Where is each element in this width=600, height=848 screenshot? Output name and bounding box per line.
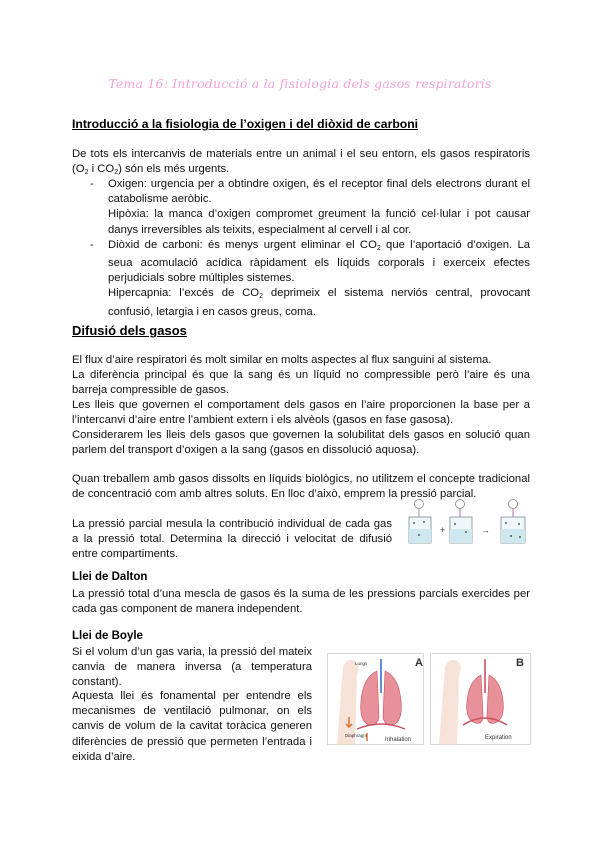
- intro-text-b: i CO: [88, 163, 115, 176]
- hypercapnia-text-b: deprimeix el sistema nerviós central, provocant confusió, letargia i en casos greus, coma.: [108, 287, 530, 318]
- bullet-co2-hypercapnia: [108, 286, 530, 319]
- dalton-heading: Llei de Dalton: [72, 571, 148, 583]
- diffusion-p2: La diferència principal és que la sang és un líquid no compressible però l’aire és una barreja compressible de gasos.: [72, 369, 530, 397]
- bullet-co2: [72, 238, 530, 320]
- lungs-label: Lungs: [355, 661, 368, 666]
- exhalation-label: Expiration: [485, 735, 512, 741]
- hypercapnia-subscript: 2: [259, 293, 263, 301]
- intro-subscript-1: 2: [84, 169, 89, 177]
- gas-container-3: [501, 500, 525, 544]
- gas-bullet-list: [72, 177, 530, 320]
- diffusion-p4: Considerarem les lleis dels gasos que governen la solubilitat dels gasos en solució quan parlem del transport d’oxigen a la sang (gasos en dissolució aquosa).: [72, 429, 530, 457]
- bullet-co2-subscript: 2: [376, 244, 381, 252]
- bullet-dash: -: [90, 178, 94, 190]
- boyle-p2: Aquesta llei és fonamental per entendre els mecanismes de ventilació pulmonar, on els canvis de volum de la cavitat toràcica generen diferències de pressió que permeten l’entrada i eixida d’aire.: [72, 690, 312, 763]
- dalton-text: La pressió total d’una mescla de gasos és la suma de les pressions parcials exercides per cada gas component de manera independent.: [72, 588, 530, 616]
- page-title: Tema 16: Introducció a la fisiologia dels gasos respiratoris: [108, 76, 492, 91]
- intro-paragraph: [72, 147, 530, 180]
- bullet-oxygen-text: Oxigen: urgencia per a obtindre oxigen, és el receptor final dels electrons durant el catabolisme aeròbic.: [108, 178, 530, 206]
- lung-ventilation-figure: [327, 653, 531, 745]
- bullet-co2-text-b: que l’aportació d’oxigen. La seua acomulació acídica ràpidament els líquids corporals i exerceix efectes perjudicials sobre múltiples sistemes.: [108, 238, 531, 285]
- diffusion-p3: Les lleis que governen el comportament dels gasos en l’aire proporcionen la base per a l’intercanvi d’aire entre l’ambient extern i els alvèols (gasos en fase gasosa).: [72, 399, 530, 427]
- panel-exhalation: [431, 654, 531, 746]
- boyle-p1: Si el volum d’un gas varia, la pressió del mateix canvia de manera inversa (a temperatura constant).: [72, 646, 312, 689]
- panel-inhalation: [328, 654, 424, 746]
- partial-pressure-figure: [405, 497, 531, 555]
- hypercapnia-text-a: Hipercapnia: l’excés de CO: [108, 287, 260, 300]
- inhalation-label: Inhalation: [385, 737, 412, 743]
- figure-arrow: →: [481, 525, 490, 535]
- diaphragm-label: Diaphragm: [345, 733, 368, 738]
- figure-plus: +: [440, 525, 446, 535]
- diffusion-p1: El flux d’aire respiratori és molt similar en molts aspectes al flux sanguini al sistema.: [72, 354, 492, 366]
- bullet-co2-text: [108, 238, 530, 287]
- panel-a-label: A: [415, 657, 423, 669]
- bullet-oxygen: [72, 177, 530, 238]
- gas-container-1: [409, 500, 431, 544]
- bullet-co2-text-a: Diòxid de carboni: és menys urgent eliminar el CO: [108, 238, 377, 251]
- section-heading-diffusion: Difusió dels gasos: [72, 323, 187, 338]
- panel-b-label: B: [516, 657, 524, 669]
- diffusion-p5: Quan treballem amb gasos dissolts en líquids biològics, no utilitzem el concepte tradicional de concentració com amb altres soluts. En lloc d’això, emprem la pressió parcial.: [72, 473, 530, 501]
- section-heading-oxygen-co2: Introducció a la fisiologia de l’oxigen i del diòxid de carboni: [72, 117, 419, 131]
- diffusion-p6: La pressió parcial mesula la contribució individual de cada gas a la pressió total. Determina la direcció i velocitat de difusió entre compartiments.: [72, 518, 392, 561]
- intro-subscript-2: 2: [114, 169, 119, 177]
- boyle-heading: Llei de Boyle: [72, 630, 143, 642]
- intro-text-c: ) són els més urgents.: [118, 163, 230, 176]
- intro-text-a: De tots els intercanvis de materials entre un animal i el seu entorn, els gasos respiratoris (O: [72, 148, 530, 176]
- gas-container-2: [450, 500, 472, 544]
- bullet-oxygen-hypoxia: Hipòxia: la manca d’oxigen compromet greument la funció cel·lular i pot causar danys irreversibles als teixits, especialment al cervell i al cor.: [108, 208, 530, 236]
- bullet-dash: -: [90, 238, 94, 251]
